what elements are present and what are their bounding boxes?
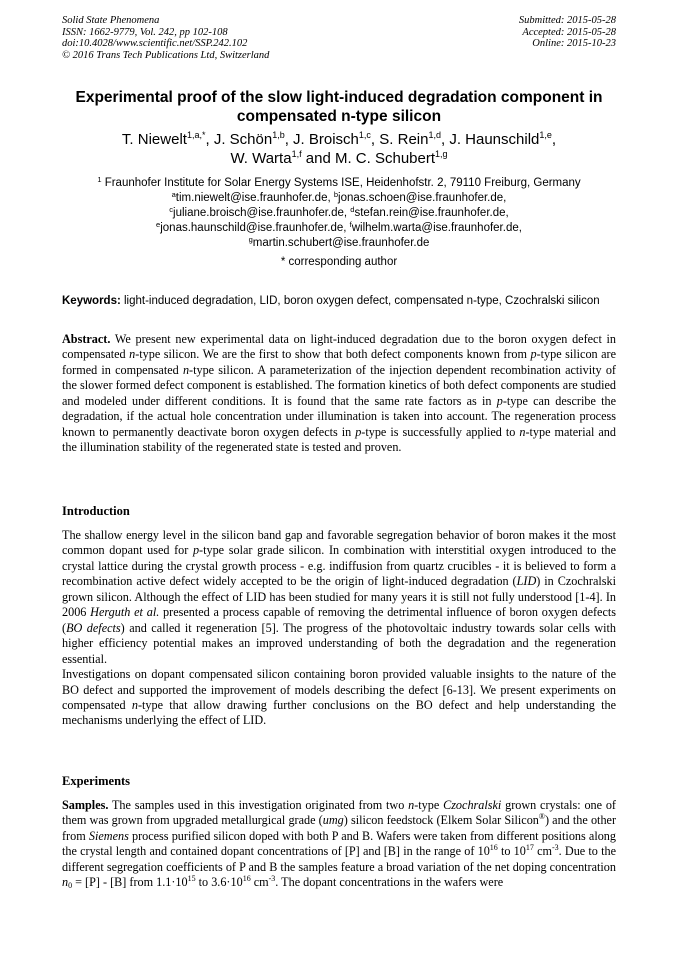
email-line: $^g$martin.schubert@ise.fraunhofer.de [248,235,430,249]
email-link[interactable]: martin.schubert@ise.fraunhofer.de [252,237,430,249]
submitted-date: Submitted: 2015-05-28 [518,15,616,26]
author-list: T. Niewelt$^{1,a,*}$, J. Schön$^{1,b}$, J. Broisch$^{1,c}$, S. Rein$^{1,d}$, J. Haunschild$^{1,e}$, W. Warta$^{1,f}$ and M. C. Schubert$^{1,g}$ [121,130,557,167]
abstract-section: Abstract. We present new experimental data on light-induced degradation due to the boron oxygen defect in compensated n-type silicon. We are the first to show that both defect components known from p-type silicon are formed in compensated n-type silicon. A parameterization of the injection dependent recombination activity of the slower formed defect component is established. The formation kinetics of both defect components are studied and modeled under different conditions. It is found that the same rate factors as in p-type can describe the degradation, if the actual hole concentration under illumination is taken into account. The regeneration process known to permanently deactivate boron oxygen defects in p-type is successfully applied to n-type material and the illumination stability of the regenerated state is tested and proven. [62,332,617,455]
affiliation-block [30,176,648,251]
experiments-body [62,798,616,891]
email-line: $^e$jonas.haunschild@ise.fraunhofer.de, $^f$wilhelm.warta@ise.fraunhofer.de, [156,220,522,234]
journal-header [62,15,269,61]
paper-title: Experimental proof of the slow light-induced degradation component in compensated n-type silicon [75,89,603,125]
corresponding-author-note: * corresponding author [280,256,398,268]
samples-label: Samples. [62,798,109,812]
paragraph: Investigations on dopant compensated silicon containing boron provided valuable insights to the nature of the BO defect and supported the improvement of models describing the defect [6-13]. We present experiments on compensated n-type that allow drawing further conclusions on the BO defect and help understanding the mechanisms underlying the effect of LID. [62,667,617,728]
introduction-body [62,528,616,729]
paragraph: The shallow energy level in the silicon band gap and favorable segregation behavior of boron makes it the most common dopant used for p-type solar grade silicon. In combination with interstitial oxygen introduced to the crystal lattice during the crystal growth process - e.g. indiffusion from quartz crucibles - it is believed to form a recombination active defect widely accepted to be the origin of light-induced degradation (LID) in Czochralski grown silicon. Although the effect of LID has been studied for many years it is still not fully understood [1-4]. In 2006 Herguth et al. presented a process capable of removing the detrimental influence of boron oxygen defects (BO defects) and called it regeneration [5]. The progress of the photovoltaic industry towards solar cells with higher efficiency potential makes an improved understanding of both the degradation and the regeneration essential. [62,528,616,666]
abstract-label: Abstract. [62,332,111,346]
online-date: Online: 2015-10-23 [532,38,616,49]
email-link[interactable]: tim.niewelt@ise.fraunhofer.de [175,192,328,204]
paragraph: Samples. The samples used in this investigation originated from two n-type Czochralski grown crystals: one of them was grown from upgraded metallurgical grade (umg) silicon feedstock (Elkem Solar Silicon®) and the other from Siemens process purified silicon doped with both P and B. Wafers were taken from different positions along the crystal length and contained dopant concentrations of [P] and [B] in the range of $10^{16}$ to $10^{17}$ $cm^{-3}$. Due to the different segregation coefficients of P and B the samples feature a broad variation of the net doping concentration $n_0 = [P] - [B]$ from $1.1\cdot 10^{15}$ to $3.6\cdot 10^{16}$ $cm^{-3}$. The dopant concentrations in the wafers were [62,798,617,891]
experiments-heading: Experiments [62,774,131,788]
author-name: J. Haunschild [449,131,540,148]
institution-line: $^1$ Fraunhofer Institute for Solar Energy Systems ISE, Heidenhofstr. 2, 79110 Freiburg, Germany [97,175,581,189]
keywords-label: Keywords: [62,295,121,307]
issn-line: ISSN: 1662-9779, Vol. 242, pp 102-108 [62,26,228,38]
author-name: S. Rein [379,131,429,148]
dates-header [519,15,616,50]
journal-name: Solid State Phenomena [62,15,160,26]
email-link[interactable]: juliane.broisch@ise.fraunhofer.de [173,207,344,219]
author-name: J. Schön [213,131,273,148]
email-line: $^c$juliane.broisch@ise.fraunhofer.de, $^d$stefan.rein@ise.fraunhofer.de, [169,205,509,219]
email-link[interactable]: jonas.schoen@ise.fraunhofer.de [338,192,504,204]
keywords-section [62,294,616,308]
author-name: T. Niewelt [121,131,187,148]
email-line: $^a$tim.niewelt@ise.fraunhofer.de, $^b$jonas.schoen@ise.fraunhofer.de, [171,190,507,204]
copyright-line: © 2016 Trans Tech Publications Ltd, Switzerland [62,49,270,61]
email-link[interactable]: stefan.rein@ise.fraunhofer.de [354,207,506,219]
doi-line: doi:10.4028/www.scientific.net/SSP.242.102 [62,38,248,49]
author-name: W. Warta [230,150,292,167]
author-name: J. Broisch [293,131,359,148]
introduction-heading: Introduction [62,504,130,518]
author-name: M. C. Schubert [334,150,436,167]
keywords-text: light-induced degradation, LID, boron oxygen defect, compensated n-type, Czochralski silicon [124,295,600,307]
email-link[interactable]: jonas.haunschild@ise.fraunhofer.de [160,222,344,234]
email-link[interactable]: wilhelm.warta@ise.fraunhofer.de [351,222,519,234]
accepted-date: Accepted: 2015-05-28 [522,26,616,38]
